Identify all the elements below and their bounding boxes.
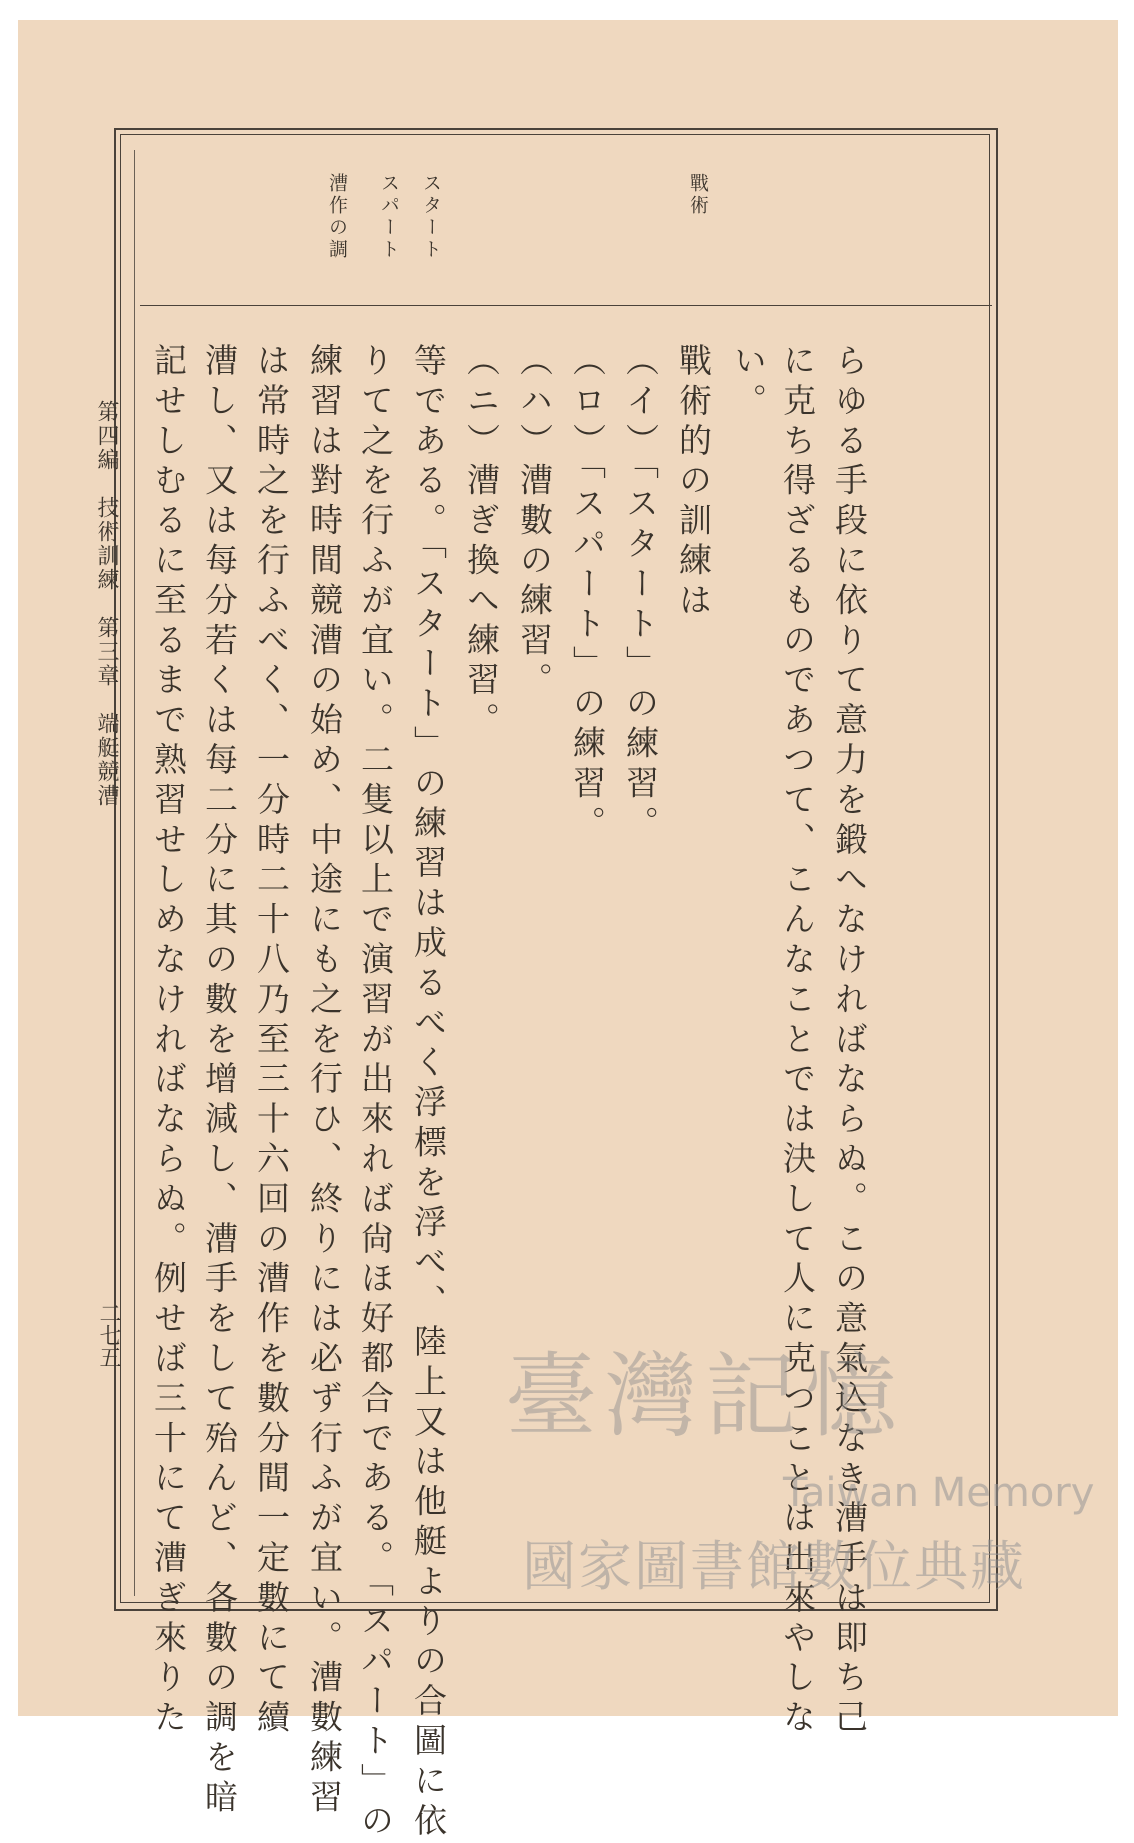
margin-note-spurt: スパート bbox=[378, 173, 400, 261]
margin-note-tactics: 戰術 bbox=[687, 173, 709, 217]
margin-note-rule bbox=[140, 305, 992, 306]
body-line: 戰術的の訓練は bbox=[674, 343, 713, 623]
margin-note-start: スタート bbox=[420, 173, 442, 261]
body-line: 練習は對時間競漕の始め、中途にも之を行ひ、終りには必ず行ふが宜い。漕數練習 bbox=[305, 343, 344, 1820]
body-line: （ニ）漕ぎ換へ練習。 bbox=[462, 343, 501, 742]
body-line: （ハ）漕數の練習。 bbox=[515, 343, 554, 703]
body-line: 漕し、又は每分若くは每二分に其の數を增減し、漕手をして殆んど、各數の調を暗 bbox=[200, 343, 239, 1820]
body-line: りて之を行ふが宜い。二隻以上で演習が出來れば尙ほ好都合である。「スパート」の bbox=[356, 343, 395, 1843]
body-line: 記せしむるに至るまで熟習せしめなければならぬ。例せば三十にて漕ぎ來りた bbox=[149, 343, 188, 1740]
body-line: らゆる手段に依りて意力を鍛へなければならぬ。この意氣込なき漕手は即ち己 bbox=[830, 343, 869, 1740]
body-line: に克ち得ざるものであつて、こんなことでは決して人に克つことは出來やしな bbox=[778, 343, 817, 1740]
body-line: 等である。「スタート」の練習は成るべく浮標を浮べ、陸上又は他艇よりの合圖に依 bbox=[409, 343, 448, 1843]
watermark-english: Taiwan Memory bbox=[783, 1470, 1095, 1516]
margin-note-stroke-rate: 漕作の調 bbox=[326, 173, 348, 261]
body-line: （イ）「スタート」の練習。 bbox=[621, 343, 660, 846]
body-line: い。 bbox=[729, 343, 768, 423]
body-line: （ロ）「スパート」の練習。 bbox=[568, 343, 607, 846]
page-number: 二七五 bbox=[96, 1302, 121, 1368]
watermark-chinese: 臺灣記憶 bbox=[505, 1343, 906, 1450]
running-head: 第四編 技術訓練 第三章 端艇競漕 bbox=[94, 400, 119, 808]
watermark-library: 國家圖書館數位典藏 bbox=[522, 1535, 1026, 1598]
frame-rule-left bbox=[134, 150, 135, 1596]
body-line: は常時之を行ふべく、一分時二十八乃至三十六回の漕作を數分間一定數にて續 bbox=[252, 343, 291, 1740]
